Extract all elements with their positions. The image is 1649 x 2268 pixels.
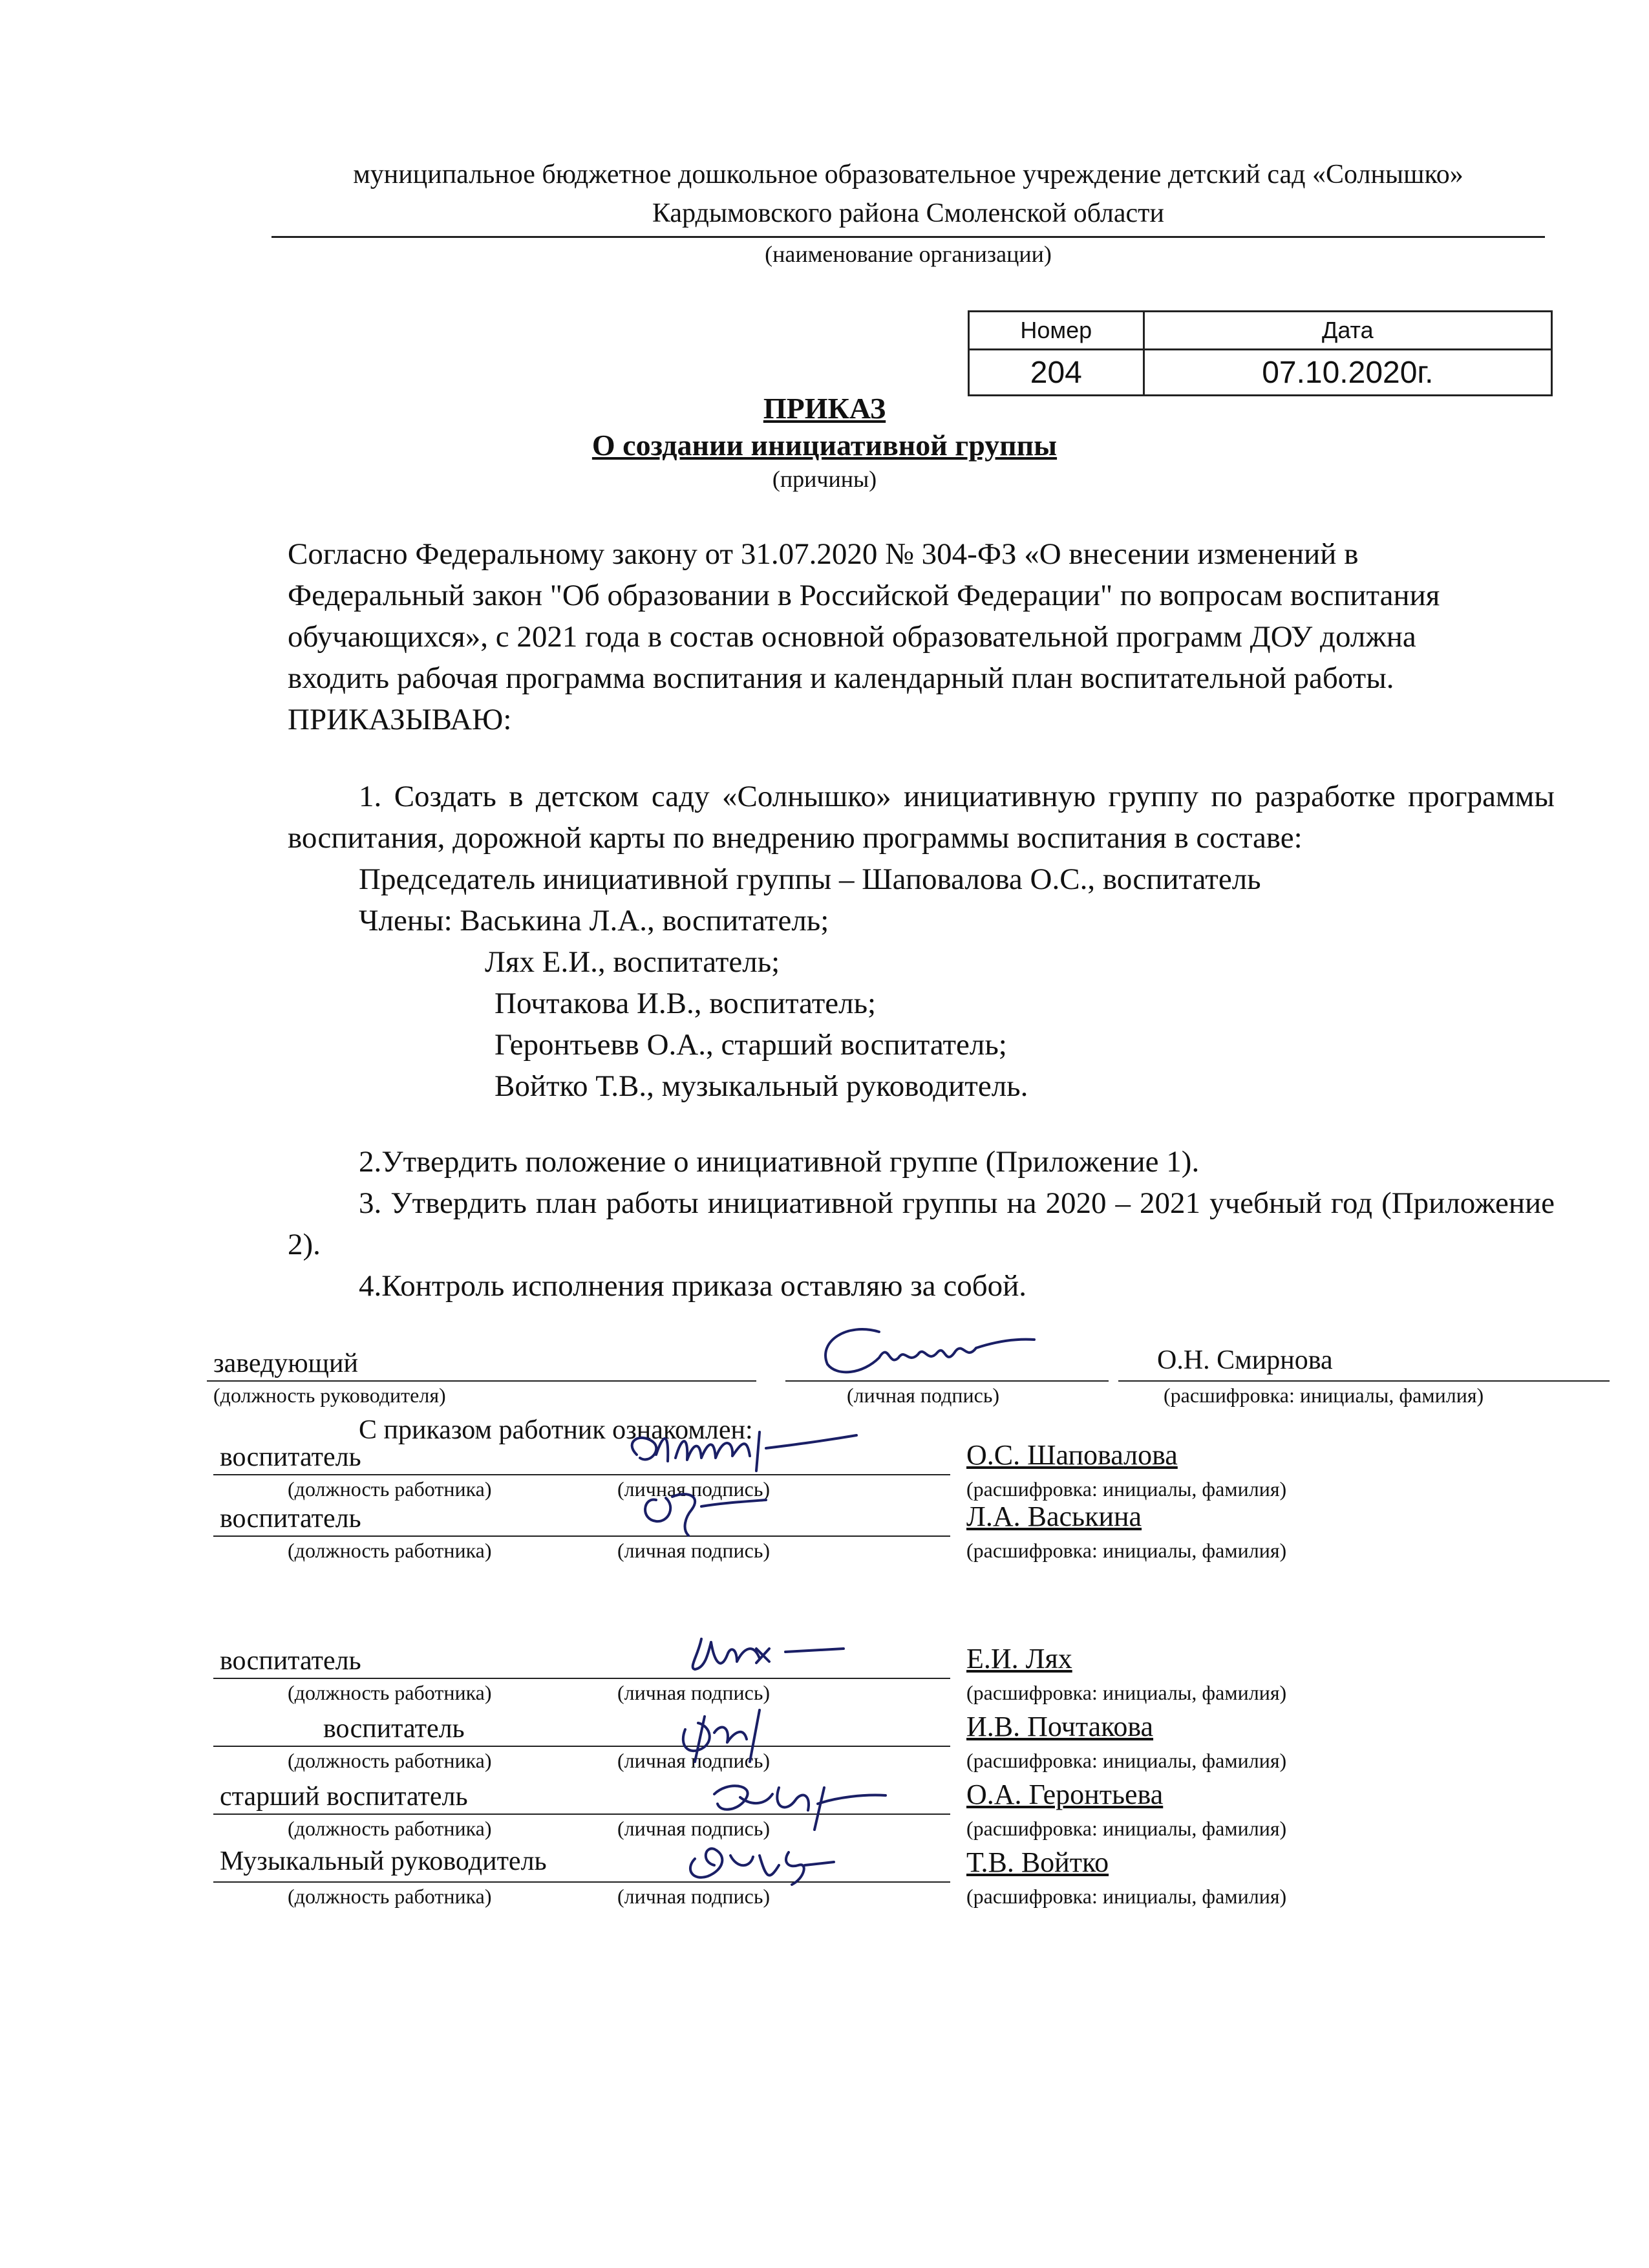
head-name-line: [1118, 1380, 1610, 1382]
employee-signature: [617, 1409, 869, 1481]
employee-position: воспитатель: [220, 1504, 361, 1534]
employee-position: Музыкальный руководитель: [220, 1846, 547, 1876]
organization-caption: (наименование организации): [765, 241, 1052, 267]
employee-name: Т.В. Войтко: [966, 1846, 1109, 1878]
member-item: Почтакова И.В., воспитатель;: [495, 987, 877, 1020]
employee-position-caption: (должность работника): [288, 1749, 492, 1772]
member-item: Лях Е.И., воспитатель;: [485, 945, 780, 979]
employee-signature-caption: (личная подпись): [617, 1749, 771, 1772]
members-label: Члены: Васькина Л.А., воспитатель;: [359, 904, 829, 937]
employee-line: [213, 1746, 950, 1747]
employee-name-caption: (расшифровка: инициалы, фамилия): [966, 1885, 1287, 1908]
employee-signature: [630, 1471, 779, 1542]
date-header: Дата: [1144, 312, 1551, 350]
order-number: 204: [969, 350, 1144, 396]
preamble-line2: Федеральный закон "Об образовании в Российской Федерации" по вопросам воспитания: [288, 579, 1440, 612]
employee-name: О.С. Шаповалова: [966, 1439, 1178, 1471]
employee-name-caption: (расшифровка: инициалы, фамилия): [966, 1539, 1287, 1562]
registry-table: [968, 310, 1553, 396]
employee-signature-caption: (личная подпись): [617, 1885, 771, 1908]
head-signature: [802, 1312, 1047, 1384]
order-item-3: 3. Утвердить план работы инициативной группы на 2020 – 2021 учебный год (Приложение 2).: [288, 1186, 1555, 1261]
order-item-1: 1. Создать в детском саду «Солнышко» инициативную группу по разработке программы воспитания, дорожной карты по внедрению программы воспитания в составе:: [288, 780, 1555, 855]
employee-position: воспитатель: [323, 1714, 465, 1744]
employee-position: воспитатель: [220, 1646, 361, 1676]
employee-position-caption: (должность работника): [288, 1817, 492, 1840]
member-item: Геронтьевв О.А., старший воспитатель;: [495, 1028, 1007, 1062]
employee-signature-caption: (личная подпись): [617, 1681, 771, 1704]
order-item-2: 2.Утвердить положение о инициативной группе (Приложение 1).: [359, 1145, 1200, 1179]
employee-signature: [676, 1830, 844, 1894]
employee-name-caption: (расшифровка: инициалы, фамилия): [966, 1749, 1287, 1772]
head-signature-caption: (личная подпись): [847, 1384, 1000, 1407]
group-chair: Председатель инициативной группы – Шаповалова О.С., воспитатель: [359, 862, 1261, 896]
employee-position-caption: (должность работника): [288, 1681, 492, 1704]
head-position-caption: (должность руководителя): [213, 1384, 446, 1407]
employee-signature: [682, 1623, 856, 1687]
employee-name: Л.А. Васькина: [966, 1501, 1142, 1532]
employee-name: О.А. Геронтьева: [966, 1779, 1164, 1810]
head-name-caption: (расшифровка: инициалы, фамилия): [1164, 1384, 1484, 1407]
employee-name-caption: (расшифровка: инициалы, фамилия): [966, 1681, 1287, 1704]
document-type: ПРИКАЗ: [763, 392, 886, 425]
preamble-line3: обучающихся», с 2021 года в состав основной образовательной программ ДОУ должна: [288, 620, 1416, 654]
subject-caption: (причины): [772, 466, 877, 492]
head-signature-line: [785, 1380, 1109, 1382]
head-position: заведующий: [213, 1349, 358, 1378]
head-position-line: [207, 1380, 756, 1382]
employee-position-caption: (должность работника): [288, 1539, 492, 1562]
acknowledgement-heading: С приказом работник ознакомлен:: [359, 1415, 753, 1445]
employee-signature: [701, 1768, 895, 1833]
employee-name: И.В. Почтакова: [966, 1711, 1154, 1742]
member-item: Войтко Т.В., музыкальный руководитель.: [495, 1069, 1028, 1103]
employee-position: старший воспитатель: [220, 1782, 468, 1812]
employee-line: [213, 1535, 950, 1537]
head-name: О.Н. Смирнова: [1157, 1345, 1333, 1375]
employee-signature-caption: (личная подпись): [617, 1539, 771, 1562]
document-subject: О создании инициативной группы: [591, 429, 1058, 462]
employee-name-caption: (расшифровка: инициалы, фамилия): [966, 1817, 1287, 1840]
employee-signature-caption: (личная подпись): [617, 1477, 771, 1501]
organization-underline: [271, 236, 1545, 238]
employee-signature: [669, 1697, 798, 1768]
order-date: 07.10.2020г.: [1144, 350, 1551, 396]
organization-name-line2: Кардымовского района Смоленской области: [652, 198, 1165, 228]
employee-position-caption: (должность работника): [288, 1477, 492, 1501]
employee-name-caption: (расшифровка: инициалы, фамилия): [966, 1477, 1287, 1501]
organization-name-line1: муниципальное бюджетное дошкольное образовательное учреждение детский сад «Солнышко»: [353, 160, 1463, 189]
order-word: ПРИКАЗЫВАЮ:: [288, 703, 512, 736]
employee-position: воспитатель: [220, 1442, 361, 1472]
employee-position-caption: (должность работника): [288, 1885, 492, 1908]
order-item-4: 4.Контроль исполнения приказа оставляю за собой.: [359, 1269, 1027, 1303]
preamble-line1: Согласно Федеральному закону от 31.07.2020 № 304-ФЗ «О внесении изменений в: [288, 537, 1359, 571]
employee-signature-caption: (личная подпись): [617, 1817, 771, 1840]
employee-name: Е.И. Лях: [966, 1643, 1072, 1674]
number-header: Номер: [969, 312, 1144, 350]
preamble-line4: входить рабочая программа воспитания и календарный план воспитательной работы.: [288, 661, 1394, 695]
